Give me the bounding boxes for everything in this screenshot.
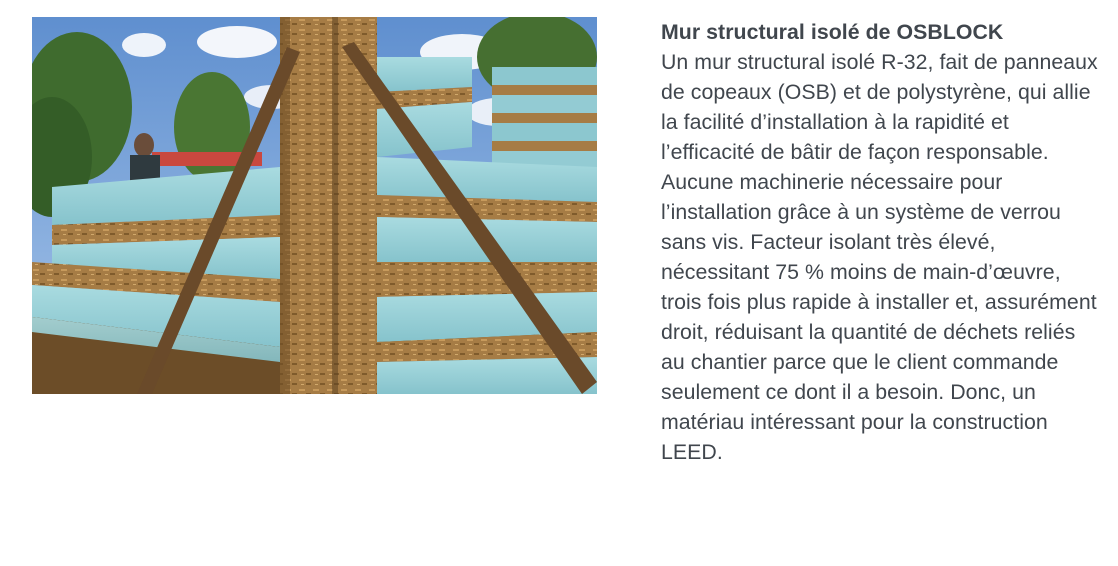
article-text xyxy=(661,17,1101,467)
osblock-wall-photo xyxy=(32,17,597,394)
article-body: Un mur structural isolé R-32, fait de panneaux de copeaux (OSB) et de polystyrène, qui allie la facilité d’installation à la rapidité et l’efficacité de bâtir de façon responsable. Aucune machinerie nécessaire pour l’installation grâce à un système de verrou sans vis. Facteur isolant très élevé, nécessitant 75 % moins de main-d’œuvre, trois fois plus rapide à installer et, assurément droit, réduisant la quantité de déchets reliés au chantier parce que le client commande seulement ce dont il a besoin. Donc, un matériau intéressant pour la construction LEED. xyxy=(661,50,1098,464)
article-title: Mur structural isolé de OSBLOCK xyxy=(661,20,1004,44)
